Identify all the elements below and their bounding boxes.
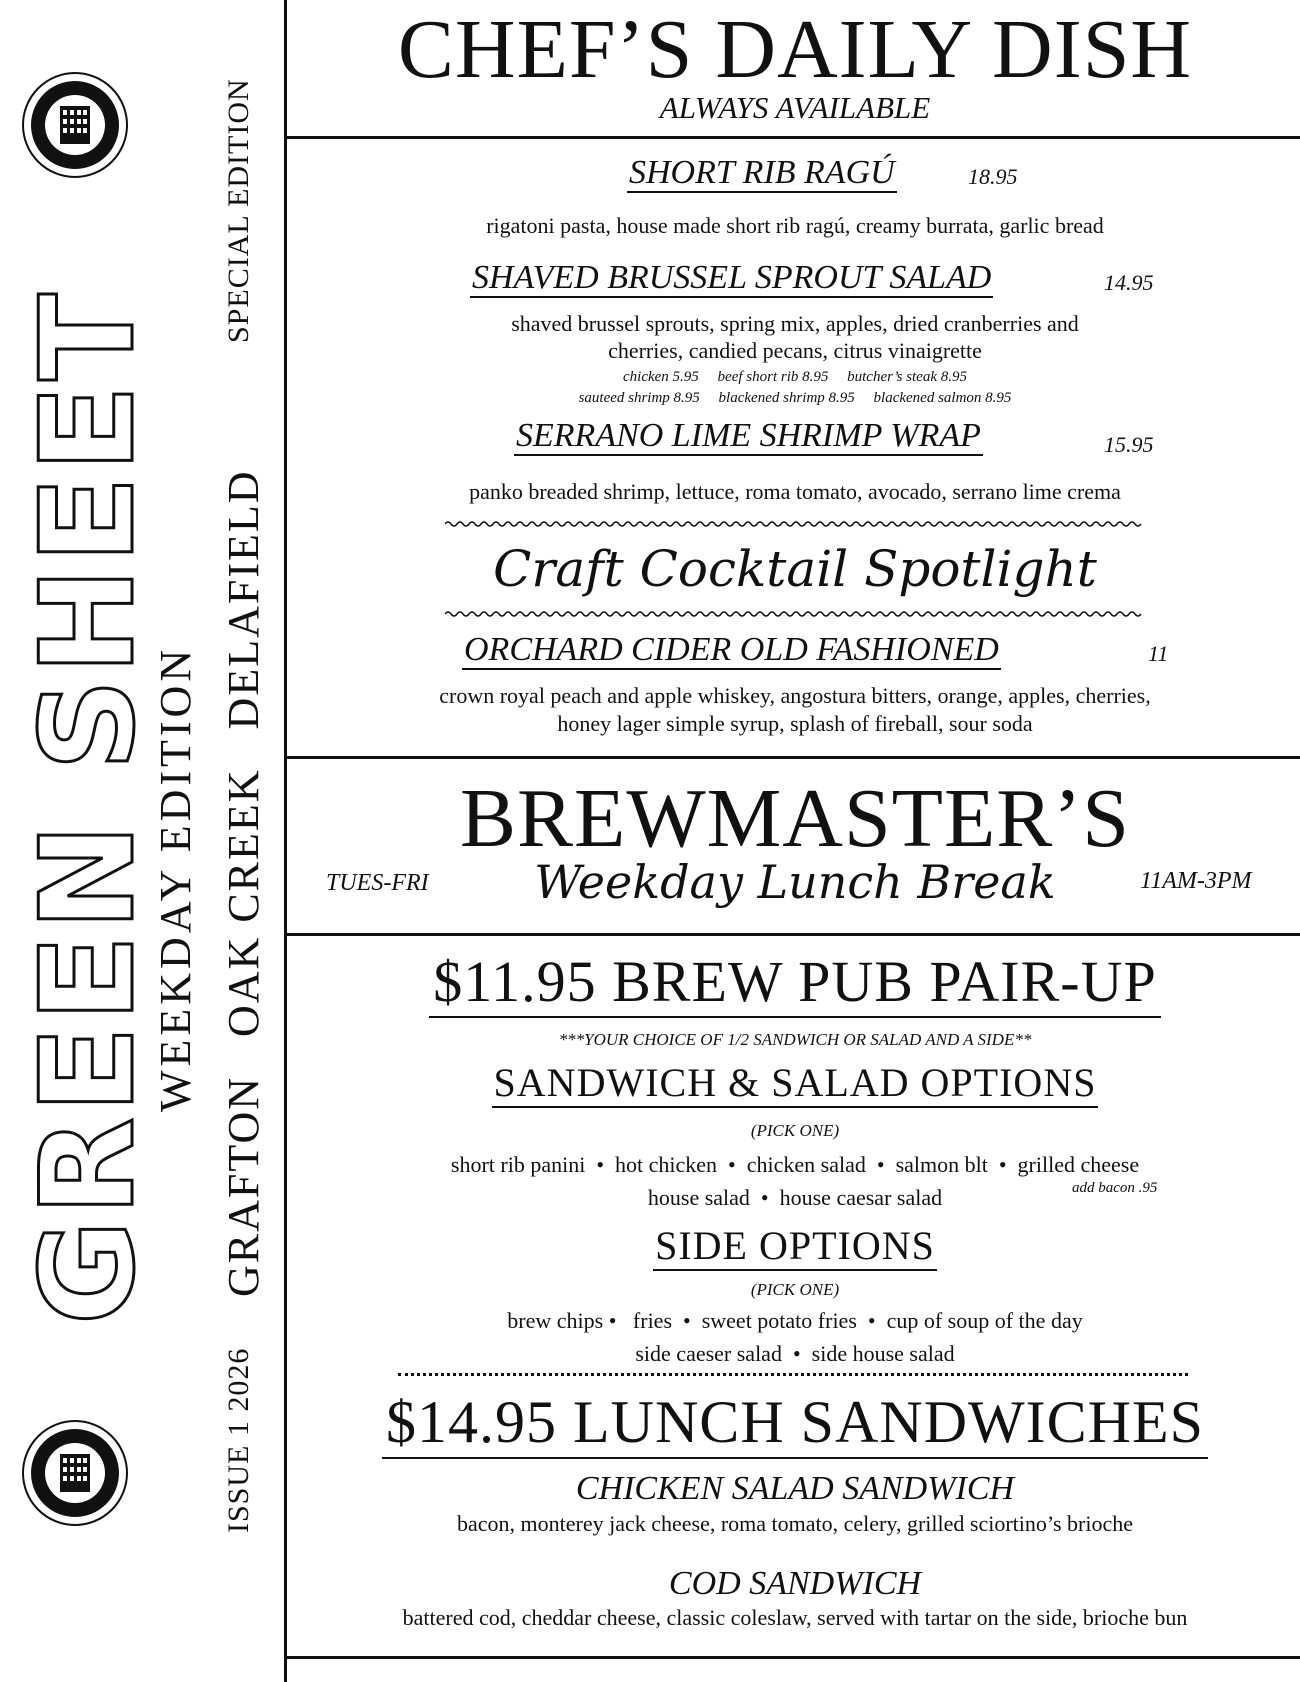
pairup-title: $11.95 BREW PUB PAIR-UP	[429, 950, 1160, 1018]
wavy-divider	[445, 520, 1145, 528]
wavy-divider	[445, 610, 1145, 618]
item-price: 18.95	[968, 164, 1018, 189]
issue-label: ISSUE 1 2026	[222, 1347, 255, 1533]
sandwich-name: CHICKEN SALAD SANDWICH	[575, 1470, 1015, 1507]
item-description: shaved brussel sprouts, spring mix, apples, dried cranberries and	[511, 311, 1079, 336]
sandwich-options-list: house salad • house caesar salad	[647, 1185, 943, 1210]
item-addons: sauteed shrimp 8.95 blackened shrimp 8.95 blackened salmon 8.95	[578, 390, 1012, 406]
divider-chefs	[284, 136, 1300, 139]
lunch-days: TUES-FRI	[326, 870, 429, 896]
sandwich-options-list: short rib panini • hot chicken • chicken salad • salmon blt • grilled cheese	[450, 1152, 1140, 1177]
cocktail-heading: Craft Cocktail Spotlight	[493, 540, 1097, 598]
cocktail-description: honey lager simple syrup, splash of fireball, sour soda	[557, 711, 1033, 736]
side-options	[290, 1223, 1300, 1271]
item-description: cherries, candied pecans, citrus vinaigrette	[608, 338, 982, 363]
cocktail-item	[462, 632, 1001, 670]
item-name: SHORT RIB RAGÚ	[629, 154, 895, 191]
lunch-hours: 11AM-3PM	[1140, 868, 1252, 894]
menu-item-brussel-salad	[470, 260, 993, 298]
brewmaster-subtitle: Weekday Lunch Break	[534, 855, 1056, 909]
vertical-divider	[284, 0, 287, 1682]
brewery-logo-top	[20, 70, 130, 180]
item-price: 15.95	[1104, 432, 1154, 457]
brewery-logo-bottom	[20, 1418, 130, 1528]
special-edition-label: SPECIAL EDITION	[222, 78, 255, 343]
item-price: 14.95	[1104, 270, 1154, 295]
chefs-title: CHEF’S DAILY DISH	[397, 3, 1193, 96]
dotted-divider	[398, 1373, 1188, 1376]
divider-cocktail	[284, 756, 1300, 759]
cocktail-description: crown royal peach and apple whiskey, angostura bitters, orange, apples, cherries,	[439, 683, 1151, 708]
brewmaster-title: BREWMASTER’S	[459, 772, 1131, 865]
sandwich-description: battered cod, cheddar cheese, classic coleslaw, served with tartar on the side, brioche bun	[402, 1605, 1188, 1630]
chefs-subtitle: ALWAYS AVAILABLE	[659, 90, 931, 125]
menu-item-short-rib	[627, 155, 897, 193]
cocktail-name: ORCHARD CIDER OLD FASHIONED	[464, 631, 999, 668]
green-sheet-title: GREEN SHEET	[14, 289, 163, 1325]
divider-brewmaster	[284, 933, 1300, 936]
pairup-section	[290, 950, 1300, 1018]
sandwich-options-heading: SANDWICH & SALAD OPTIONS	[492, 1060, 1099, 1108]
side-options-list: side caeser salad • side house salad	[635, 1341, 955, 1366]
sandwich-options	[290, 1060, 1300, 1108]
locations-label: GRAFTON OAK CREEK DELAFIELD	[219, 469, 268, 1297]
sandwich-description: bacon, monterey jack cheese, roma tomato, celery, grilled sciortino’s brioche	[456, 1511, 1134, 1536]
item-name: SERRANO LIME SHRIMP WRAP	[516, 417, 981, 454]
item-description: panko breaded shrimp, lettuce, roma tomato, avocado, serrano lime crema	[469, 479, 1121, 504]
item-addons: chicken 5.95 beef short rib 8.95 butcher’s steak 8.95	[623, 369, 967, 385]
pairup-note: ***YOUR CHOICE OF 1/2 SANDWICH OR SALAD AND A SIDE**	[558, 1030, 1032, 1049]
pick-one-label: (PICK ONE)	[750, 1121, 840, 1140]
item-name: SHAVED BRUSSEL SPROUT SALAD	[472, 259, 992, 296]
cocktail-price: 11	[1148, 641, 1169, 666]
item-description: rigatoni pasta, house made short rib ragú, creamy burrata, garlic bread	[486, 213, 1104, 238]
menu-item-shrimp-wrap	[514, 418, 983, 456]
lunch-sandwiches-section	[290, 1389, 1300, 1459]
sandwich-name: COD SANDWICH	[668, 1565, 922, 1602]
side-options-heading: SIDE OPTIONS	[653, 1223, 937, 1271]
add-bacon-note: add bacon .95	[1072, 1180, 1158, 1196]
weekday-edition-label: WEEKDAY EDITION	[151, 645, 200, 1112]
side-options-list: brew chips • fries • sweet potato fries • cup of soup of the day	[507, 1308, 1083, 1333]
pick-one-label: (PICK ONE)	[750, 1280, 840, 1299]
lunch-sandwiches-title: $14.95 LUNCH SANDWICHES	[382, 1389, 1208, 1459]
divider-bottom	[284, 1656, 1300, 1659]
